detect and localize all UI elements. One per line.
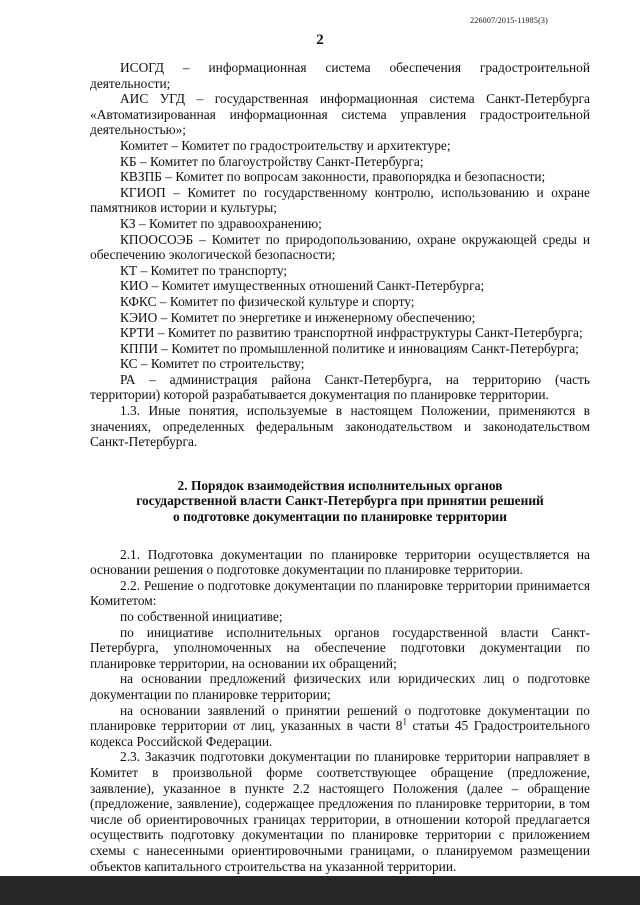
list-item-proposals: на основании предложений физических или юридических лиц о подготовке документации по планировке территории; — [90, 671, 590, 702]
definition-keio: КЭИО – Комитет по энергетике и инженерному обеспечению; — [120, 309, 476, 325]
list-item-executive-bodies: по инициативе исполнительных органов государственной власти Санкт-Петербурга, уполномоченных на обеспечение подготовки документации по планировке территории, на основании их обращений; — [90, 624, 590, 671]
applications-text: на основании заявлений о принятии решений о подготовке документации по планировке территории от лиц, указанных в части 8 — [90, 702, 590, 734]
paragraph-2-2: 2.2. Решение о подготовке документации по планировке территории принимается Комитетом: — [90, 577, 590, 609]
paragraph-2-3: 2.3. Заказчик подготовки документации по планировке территории направляет в Комитет в произвольной форме соответствующее обращение (предложение, заявление), указанное в пункте 2.2 настоящего Положения (далее – обращение (предложение, заявление), содержащее предложения по планировке территории, в том числе об ориентировочных границах территории, в отношении которой предлагается осуществить подготовку документации по планировке территории с приложением схемы с нанесенными ориентировочными границами, о планируемом размещении объектов капитального строительства на указанной территории. — [90, 749, 590, 874]
definition-ra: РА – администрация района Санкт-Петербурга, на территорию (часть территории) которой разрабатывается документация по планировке территории. — [90, 371, 590, 403]
definition-kgiop: КГИОП – Комитет по государственному контролю, использованию и охране памятников истории и культуры; — [90, 184, 590, 216]
list-item-own-initiative: по собственной инициативе; — [120, 609, 283, 624]
spacer — [90, 525, 590, 547]
definition-krti: КРТИ – Комитет по развитию транспортной инфраструктуры Санкт-Петербурга; — [120, 325, 583, 341]
paragraph-2-1: 2.1. Подготовка документации по планировке территории осуществляется на основании решения о подготовке документации по планировке территории. — [90, 546, 590, 578]
definition-kvzpb: КВЗПБ – Комитет по вопросам законности, правопорядка и безопасности; — [120, 169, 546, 185]
section-heading-line-3: о подготовке документации по планировке территории — [173, 509, 507, 525]
paragraph-1-3: 1.3. Иные понятия, используемые в настоящем Положении, применяются в значениях, определенных федеральным законодательством и законодательством Санкт-Петербурга. — [90, 403, 590, 450]
scan-bottom-edge — [0, 876, 640, 905]
document-number: 226007/2015-11985(3) — [470, 16, 548, 25]
definition-ks: КС – Комитет по строительству; — [120, 356, 305, 372]
definition-isogd: ИСОГД – информационная система обеспечения градостроительной деятельности; — [90, 60, 590, 91]
definition-kz: КЗ – Комитет по здравоохранению; — [120, 215, 322, 231]
definition-komitet: Комитет – Комитет по градостроительству и архитектуре; — [120, 137, 451, 153]
superscript-1: 1 — [402, 716, 407, 727]
page-number: 2 — [316, 32, 324, 48]
list-item-applications — [90, 703, 590, 750]
document-body — [90, 60, 590, 874]
definition-kt: КТ – Комитет по транспорту; — [120, 262, 288, 278]
spacer — [90, 450, 590, 478]
section-heading-line-1: 2. Порядок взаимодействия исполнительных органов — [177, 477, 503, 493]
section-heading-line-2: государственной власти Санкт-Петербурга при принятии решений — [136, 493, 544, 509]
definition-kpoosoeb: КПООСОЭБ – Комитет по природопользованию, охране окружающей среды и обеспечению экологической безопасности; — [90, 231, 590, 263]
applications-text-end: статьи 45 Градостроительного кодекса Российской Федерации. — [90, 718, 590, 749]
definition-kb: КБ – Комитет по благоустройству Санкт-Петербурга; — [120, 153, 424, 169]
definition-kio: КИО – Комитет имущественных отношений Санкт-Петербурга; — [120, 278, 485, 294]
definition-kfks: КФКС – Комитет по физической культуре и спорту; — [120, 293, 415, 309]
definition-ais-ugd: АИС УГД – государственная информационная система Санкт-Петербурга «Автоматизированная информационная система управления градостроительной деятельностью»; — [90, 91, 590, 138]
definition-kppi: КППИ – Комитет по промышленной политике и инновациям Санкт-Петербурга; — [120, 340, 579, 356]
